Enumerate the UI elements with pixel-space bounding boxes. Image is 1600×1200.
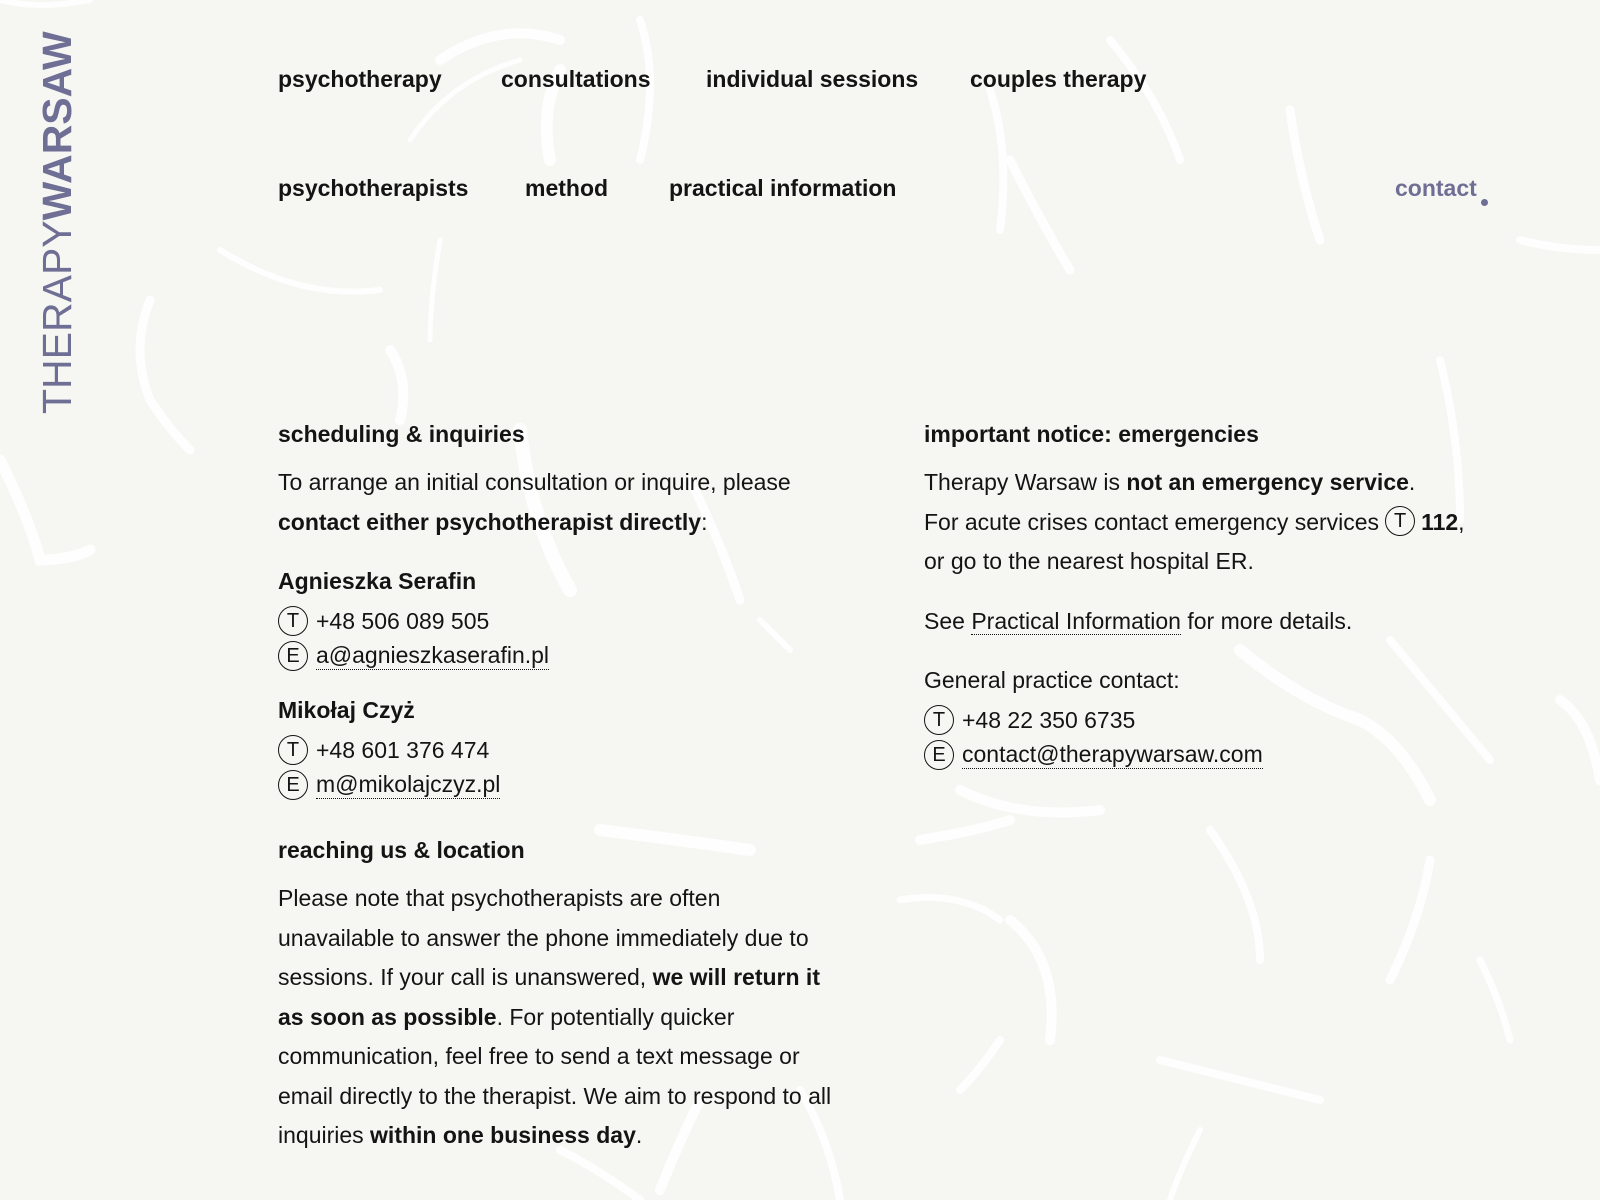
emergency-line1-end: . bbox=[1408, 469, 1416, 495]
nav-item-consultations[interactable]: consultations bbox=[501, 66, 651, 92]
nav-item-practical-information[interactable]: practical information bbox=[669, 175, 897, 201]
general-email-link[interactable]: contact@therapywarsaw.com bbox=[962, 741, 1263, 770]
emergency-number: 112 bbox=[1421, 508, 1459, 535]
therapist-email-row bbox=[278, 770, 858, 800]
practical-information-link[interactable]: Practical Information bbox=[971, 607, 1181, 634]
reaching-paragraph bbox=[278, 879, 834, 1156]
general-email-row bbox=[924, 740, 1564, 770]
phone-icon: T bbox=[278, 735, 308, 765]
email-icon: E bbox=[278, 770, 308, 800]
nav-item-couples-therapy[interactable]: couples therapy bbox=[970, 66, 1147, 92]
reaching-text-3: . bbox=[635, 1122, 643, 1148]
reaching-text-1: Please note that psychotherapists are often unavailable to answer the phone immediately due to sessions. If your call is unanswered, bbox=[278, 885, 809, 990]
brand-logo[interactable] bbox=[34, 31, 80, 414]
therapist-card bbox=[278, 691, 858, 800]
nav-item-method[interactable]: method bbox=[525, 175, 609, 201]
phone-icon: T bbox=[1385, 506, 1415, 536]
nav-item-psychotherapy[interactable]: psychotherapy bbox=[278, 66, 442, 92]
see-end: for more details. bbox=[1180, 607, 1353, 634]
therapist-name: Mikołaj Czyż bbox=[278, 697, 415, 723]
brand-logo-bold: WARSAW bbox=[34, 31, 80, 221]
nav-item-contact[interactable]: contact bbox=[1395, 175, 1477, 201]
reaching-bold-2: within one business day bbox=[370, 1122, 636, 1148]
scheduling-heading: scheduling & inquiries bbox=[278, 421, 525, 447]
reaching-heading: reaching us & location bbox=[278, 837, 525, 863]
therapist-email-link[interactable]: m@mikolajczyz.pl bbox=[316, 771, 500, 800]
general-phone[interactable]: +48 22 350 6735 bbox=[962, 706, 1136, 733]
left-column bbox=[278, 418, 858, 1156]
emergency-notice bbox=[924, 463, 1564, 582]
therapist-card bbox=[278, 562, 858, 671]
reaching-section bbox=[278, 834, 858, 1156]
therapist-phone[interactable]: +48 506 089 505 bbox=[316, 607, 490, 634]
therapist-phone-row bbox=[278, 602, 858, 642]
active-indicator-dot bbox=[1481, 199, 1488, 206]
see-text: See bbox=[924, 607, 972, 634]
therapist-email-link[interactable]: a@agnieszkaserafin.pl bbox=[316, 642, 549, 671]
reaching-bold-1: we will return it as soon as possible bbox=[278, 964, 820, 1030]
therapist-name: Agnieszka Serafin bbox=[278, 568, 477, 594]
emergency-heading: important notice: emergencies bbox=[924, 421, 1259, 447]
scheduling-intro bbox=[278, 463, 858, 542]
right-column bbox=[924, 418, 1564, 770]
scheduling-intro-text: To arrange an initial consultation or inquire, please bbox=[278, 469, 791, 495]
phone-icon: T bbox=[278, 606, 308, 636]
see-more-line bbox=[924, 602, 1564, 642]
brand-logo-light: THERAPY bbox=[34, 220, 80, 414]
email-icon: E bbox=[278, 641, 308, 671]
emergency-line2-text: For acute crises contact emergency services bbox=[924, 508, 1380, 535]
therapist-phone-row bbox=[278, 731, 858, 771]
general-phone-row bbox=[924, 701, 1564, 741]
therapist-phone[interactable]: +48 601 376 474 bbox=[316, 736, 490, 763]
emergency-line1-text: Therapy Warsaw is bbox=[924, 469, 1127, 495]
therapist-email-row bbox=[278, 641, 858, 671]
email-icon: E bbox=[924, 740, 954, 770]
scheduling-intro-end: : bbox=[701, 508, 708, 535]
general-contact bbox=[924, 661, 1564, 770]
emergency-line1-bold: not an emergency service bbox=[1126, 469, 1409, 495]
reaching-text-2: . For potentially quicker communication, feel free to send a text message or email directly to the therapist. We aim to respond to all inquiries bbox=[278, 1003, 832, 1148]
general-contact-label: General practice contact: bbox=[924, 667, 1180, 693]
nav-item-individual-sessions[interactable]: individual sessions bbox=[706, 66, 919, 92]
scheduling-intro-bold: contact either psychotherapist directly bbox=[278, 508, 702, 535]
emergency-line3: or go to the nearest hospital ER. bbox=[924, 548, 1254, 574]
nav-item-psychotherapists[interactable]: psychotherapists bbox=[278, 175, 469, 201]
phone-icon: T bbox=[924, 705, 954, 735]
emergency-line2-end: , bbox=[1458, 508, 1465, 535]
